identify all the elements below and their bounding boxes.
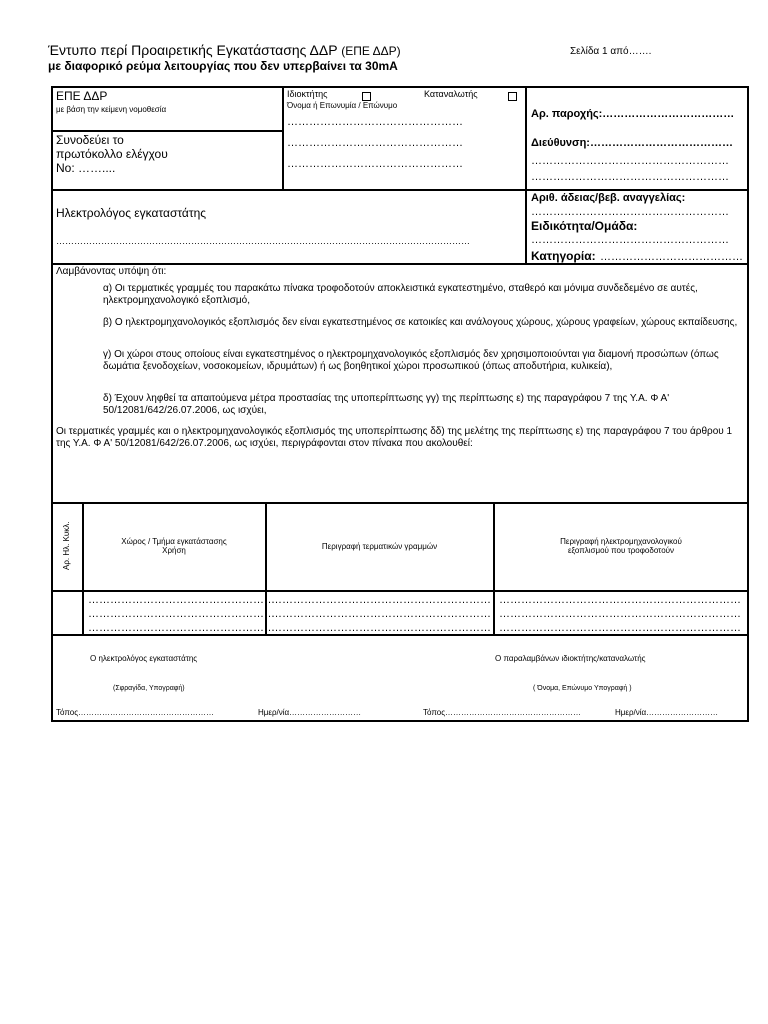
table-header-equipment-line1: Περιγραφή ηλεκτρομηχανολογικού <box>560 537 682 546</box>
table-cell-equipment[interactable]: ………………………………………………………… <box>499 608 741 620</box>
condition-b: β) Ο ηλεκτρομηχανολογικός εξοπλισμός δεν είναι εγκατεστημένος σε κατοικίες και ανάλογους χώρους, χώρους γραφείων, χώρους εκπαίδευσης, <box>103 317 738 328</box>
table-header-space-line1: Χώρος / Τμήμα εγκατάστασης <box>121 537 227 546</box>
condition-c: γ) Οι χώροι στους οποίους είναι εγκατεστημένος ο ηλεκτρομηχανολογικός εξοπλισμός δεν χρησιμοποιούνται για διαμονή προσώπων (όπως δωμάτια ξενοδοχείων, νοσοκομείων, ιδρυμάτων) ή ως βοηθητικοί χώροι προσωπικού (όπως αποδυτήρια, κυλικεία), <box>103 349 719 372</box>
table-header-lines: Περιγραφή τερματικών γραμμών <box>321 542 438 551</box>
electrician-label: Ηλεκτρολόγος εγκαταστάτης <box>56 206 207 220</box>
table-cell-equipment[interactable]: ………………………………………………………… <box>499 594 741 606</box>
table-header-space-line2: Χρήση <box>162 546 186 555</box>
address-line[interactable]: ……………………………………………… <box>531 171 729 183</box>
table-cell-space[interactable]: …………………………………………… <box>88 608 275 620</box>
specialty-label: Ειδικότητα/Ομάδα: <box>531 219 638 233</box>
epe-label: ΕΠΕ ΔΔΡ <box>56 89 108 103</box>
electrician-name-line[interactable]: ………………………………………………………………………………………………………………………… <box>56 236 470 246</box>
address-field[interactable]: Διεύθυνση:………………………………… <box>531 137 733 149</box>
signature-electrician-title: Ο ηλεκτρολόγος εγκαταστάτης <box>90 654 198 663</box>
specialty-field[interactable]: ……………………………………………… <box>531 234 729 246</box>
consumer-checkbox[interactable] <box>508 88 517 106</box>
protocol-number-field[interactable]: Νο: …….... <box>56 161 116 175</box>
owner-label: Ιδιοκτήτης <box>287 89 328 99</box>
page-info: Σελίδα 1 από……. <box>570 46 652 57</box>
table-col-divider <box>493 502 495 635</box>
title-abbr: (ΕΠΕ ΔΔΡ) <box>341 44 401 58</box>
checkbox-icon <box>362 92 371 101</box>
table-col-divider <box>82 502 84 635</box>
protocol-line1: Συνοδεύει το <box>56 133 124 147</box>
table-header-circuit-no: Αρ. Ηλ. Κυκλ. <box>62 521 71 570</box>
license-label: Αριθ. άδειας/βεβ. αναγγελίας: <box>531 192 686 204</box>
checkbox-icon <box>508 92 517 101</box>
table-header-equipment <box>495 537 747 555</box>
signature-owner-title: Ο παραλαμβάνων ιδιοκτήτης/καταναλωτής <box>495 654 646 663</box>
table-cell-lines[interactable]: …………………………………………………… <box>271 608 491 620</box>
address-line[interactable]: ……………………………………………… <box>531 155 729 167</box>
conclusion-text: Οι τερματικές γραμμές και ο ηλεκτρομηχανολογικός εξοπλισμός της υποπερίπτωσης δδ) της μελέτης της περίπτωσης ε) της παραγράφου 7 του άρθρου 1 της Υ.Α. Φ Α' 50/12081/642/26.07.2006, ως ισχύει, περιγράφονται στον πίνακα που ακολουθεί: <box>56 426 733 449</box>
category-label: Κατηγορία: <box>531 249 596 263</box>
place-right-field[interactable]: Τόπος…………………………………………… <box>423 708 582 717</box>
divider <box>51 189 749 191</box>
owner-option <box>287 89 327 99</box>
table-cell-equipment[interactable]: ………………………………………………………… <box>499 622 741 634</box>
table-top-border <box>51 502 749 504</box>
protocol-line2: πρωτόκολλο ελέγχου <box>56 147 168 161</box>
date-right-field[interactable]: Ημερ/νία……………………… <box>615 708 719 717</box>
table-cell-space[interactable]: …………………………………………… <box>88 594 275 606</box>
divider <box>51 130 283 132</box>
table-bottom-border <box>51 634 749 636</box>
intro-text: Λαμβάνοντας υπόψη ότι: <box>56 266 167 277</box>
table-cell-lines[interactable]: …………………………………………………… <box>271 594 491 606</box>
date-left-field[interactable]: Ημερ/νία……………………… <box>258 708 362 717</box>
signature-owner-note: ( Όνομα, Επώνυμο Υπογραφή ) <box>533 685 632 692</box>
table-header-space <box>84 537 264 555</box>
condition-a: α) Οι τερματικές γραμμές του παρακάτω πίνακα τροφοδοτούν αποκλειστικά εγκατεστημένο, σταθερό και μόνιμα συνδεδεμένο σε αυτές, ηλεκτρομηχανολογικό εξοπλισμό, <box>103 283 698 306</box>
owner-name-label: Όνομα ή Επωνυμία / Επώνυμο <box>287 101 398 110</box>
epe-note: με βάση την κείμενη νομοθεσία <box>56 105 167 114</box>
table-cell-lines[interactable]: …………………………………………………… <box>271 622 491 634</box>
place-left-field[interactable]: Τόπος…………………………………………… <box>56 708 215 717</box>
title-main: Έντυπο περί Προαιρετικής Εγκατάστασης ΔΔΡ <box>48 42 338 58</box>
table-header-border <box>51 590 749 592</box>
table-cell-space[interactable]: …………………………………………… <box>88 622 275 634</box>
category-field[interactable]: ………………………………… <box>600 251 744 263</box>
license-field[interactable]: ……………………………………………… <box>531 206 729 218</box>
signature-electrician-note: (Σφραγίδα, Υπογραφή) <box>113 685 185 692</box>
owner-name-line[interactable]: ………………………………………… <box>287 158 463 170</box>
divider <box>525 86 527 264</box>
document-title <box>48 42 401 58</box>
category-row <box>531 247 743 265</box>
divider <box>282 86 284 189</box>
condition-d: δ) Έχουν ληφθεί τα απαιτούμενα μέτρα προστασίας της υποπερίπτωσης γγ) της περίπτωσης ε) της παραγράφου 7 της Υ.Α. Φ Α' 50/12081/642/26.07.2006, ως ισχύει, <box>103 393 670 416</box>
owner-name-line[interactable]: ………………………………………… <box>287 137 463 149</box>
consumer-label: Καταναλωτής <box>424 89 478 99</box>
supply-number-field[interactable]: Αρ. παροχής:……………………………… <box>531 108 735 120</box>
table-header-equipment-line2: εξοπλισμού που τροφοδοτούν <box>567 546 675 555</box>
document-subtitle: με διαφορικό ρεύμα λειτουργίας που δεν υπερβαίνει τα 30mA <box>48 59 398 73</box>
owner-name-line[interactable]: ………………………………………… <box>287 116 463 128</box>
